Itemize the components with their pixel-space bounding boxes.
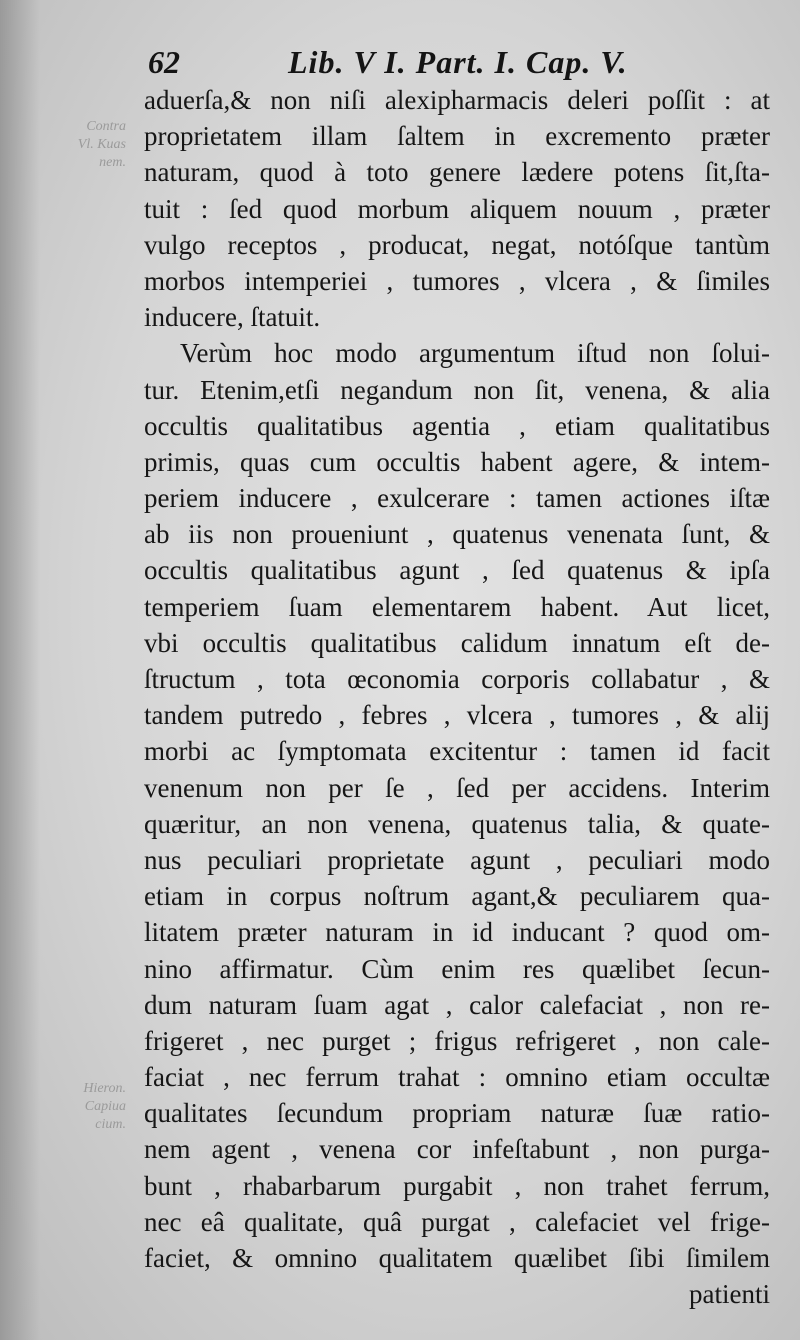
margin-note-lower bbox=[18, 1080, 126, 1134]
text-line: proprietatem illam ſaltem in excremento præter bbox=[144, 121, 770, 152]
text-line: litatem præter naturam in id inducant ? quod om- bbox=[144, 917, 770, 948]
gutter-shadow bbox=[0, 0, 40, 1340]
text-line: qualitates ſecundum propriam naturæ ſuæ ratio- bbox=[144, 1098, 770, 1129]
text-line: faciet, & omnino qualitatem quælibet ſibi ſimilem bbox=[144, 1243, 770, 1273]
text-line: morbi ac ſymptomata excitentur : tamen id facit bbox=[144, 736, 770, 767]
text-line: occultis qualitatibus agunt , ſed quatenus & ipſa bbox=[144, 555, 770, 586]
text-line: faciat , nec ferrum trahat : omnino etiam occultæ bbox=[144, 1062, 770, 1093]
text-line: tuit : ſed quod morbum aliquem nouum , præter bbox=[144, 193, 770, 224]
catchword: patienti bbox=[689, 1279, 770, 1310]
text-line: occultis qualitatibus agentia , etiam qualitatibus bbox=[144, 410, 770, 441]
text-line: venenum non per ſe , ſed per accidens. Interim bbox=[144, 772, 770, 803]
text-line: vbi occultis qualitatibus calidum innatum eſt de- bbox=[144, 627, 770, 658]
paragraph-start-line: Verùm hoc modo argumentum iſtud non ſolui- bbox=[180, 338, 770, 369]
margin-note-upper bbox=[18, 118, 126, 172]
text-line: primis, quas cum occultis habent agere, & intem- bbox=[144, 446, 770, 477]
margin-note-line: Contra bbox=[86, 119, 126, 134]
text-line: bunt , rhabarbarum purgabit , non trahet ferrum, bbox=[144, 1170, 770, 1201]
text-line: quæritur, an non venena, quatenus talia, & quate- bbox=[144, 808, 770, 839]
page-number: 62 bbox=[148, 44, 180, 80]
text-line: nem agent , venena cor infeſtabunt , non purga- bbox=[144, 1134, 770, 1165]
margin-note-line: nem. bbox=[99, 155, 126, 170]
running-title: Lib. V I. Part. I. Cap. V. bbox=[288, 44, 628, 80]
body-text bbox=[144, 82, 770, 1312]
text-line: inducere, ſtatuit. bbox=[144, 302, 321, 333]
text-line: nino affirmatur. Cùm enim res quælibet ſecun- bbox=[144, 953, 770, 984]
margin-note-line: cium. bbox=[95, 1117, 126, 1132]
text-line: dum naturam ſuam agat , calor calefaciat , non re- bbox=[144, 989, 770, 1020]
margin-note-line: Hieron. bbox=[83, 1081, 126, 1096]
text-line: periem inducere , exulcerare : tamen actiones iſtæ bbox=[144, 483, 770, 514]
text-line: aduerſa,& non niſi alexipharmacis deleri poſſit : at bbox=[144, 85, 770, 115]
text-line: nus peculiari proprietate agunt , peculiari modo bbox=[144, 844, 770, 875]
text-line: frigeret , nec purget ; frigus refrigeret , non cale- bbox=[144, 1025, 770, 1056]
text-line: ſtructum , tota œconomia corporis collabatur , & bbox=[144, 664, 770, 694]
text-line: etiam in corpus noſtrum agant,& peculiarem qua- bbox=[144, 881, 770, 912]
margin-note-line: Vl. Kuas bbox=[77, 137, 126, 152]
text-line: tur. Etenim,etſi negandum non ſit, venena, & alia bbox=[144, 374, 770, 405]
margin-note-line: Capiua bbox=[84, 1099, 126, 1114]
text-line: nec eâ qualitate, quâ purgat , calefaciet vel frige- bbox=[144, 1206, 770, 1237]
text-line: morbos intemperiei , tumores , vlcera , & ſimiles bbox=[144, 265, 770, 296]
text-line: temperiem ſuam elementarem habent. Aut licet, bbox=[144, 591, 770, 622]
text-line: vulgo receptos , producat, negat, notóſque tantùm bbox=[144, 229, 770, 260]
text-line: tandem putredo , febres , vlcera , tumores , & alij bbox=[144, 700, 770, 731]
text-line: naturam, quod à toto genere lædere potens ſit,ſta- bbox=[144, 157, 770, 188]
text-line: ab iis non proueniunt , quatenus venenata ſunt, & bbox=[144, 519, 770, 550]
